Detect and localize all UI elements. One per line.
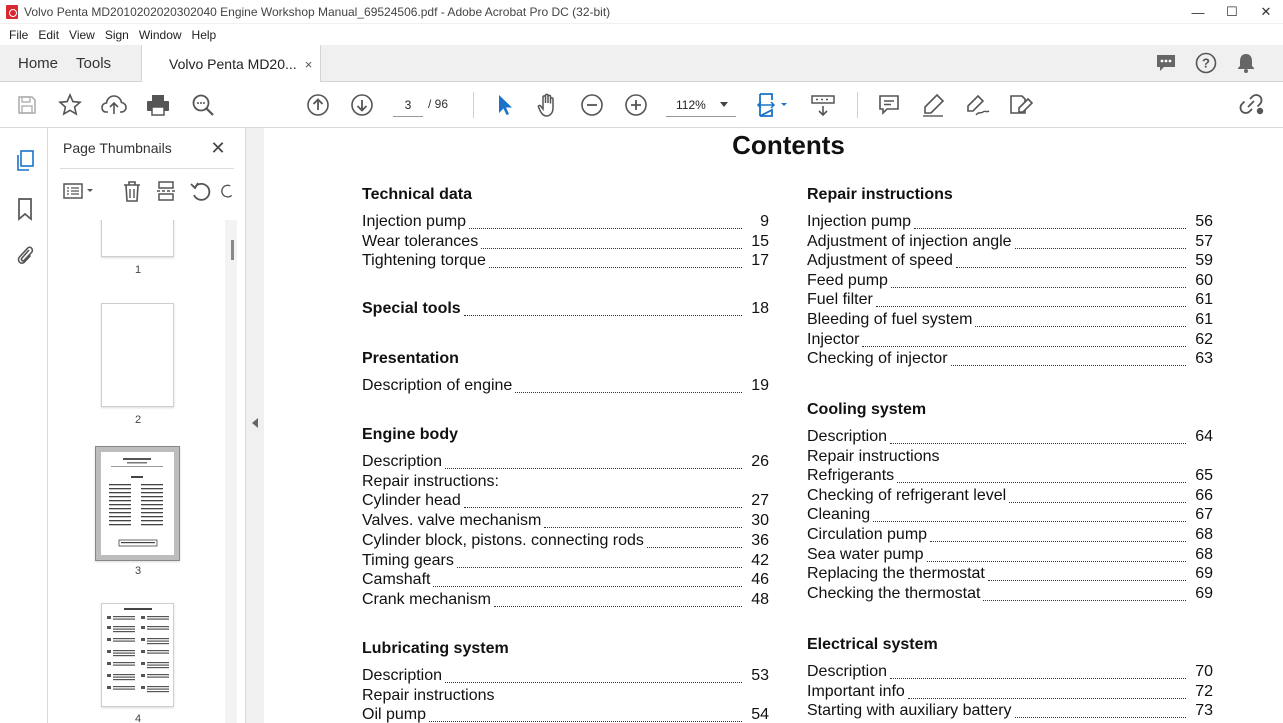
minimize-button[interactable]: — xyxy=(1191,4,1205,20)
dot-leader xyxy=(988,569,1186,581)
toc-entry-label: Oil pump xyxy=(362,706,427,723)
toc-page-number: 68 xyxy=(1195,545,1213,563)
dot-leader xyxy=(930,530,1186,542)
dot-leader xyxy=(429,710,742,722)
contents-heading: Contents xyxy=(732,130,845,160)
toc-entry[interactable] xyxy=(362,591,769,611)
toc-section-row[interactable] xyxy=(362,300,769,320)
tab-bar xyxy=(0,45,1283,82)
toc-entry-label: Important info xyxy=(807,682,905,700)
window-controls xyxy=(1181,0,1283,24)
toc-page-number: 53 xyxy=(751,667,769,684)
toc-entry[interactable] xyxy=(362,252,769,272)
toc-entry-label: Cylinder block, pistons. connecting rods xyxy=(362,531,644,549)
dot-leader xyxy=(891,276,1186,288)
toc-entry-label: Repair instructions: xyxy=(362,472,499,490)
main-toolbar xyxy=(0,82,1283,128)
menu-bar xyxy=(0,24,1283,45)
toc-page-number: 64 xyxy=(1195,428,1213,445)
toc-entry-label: Description xyxy=(807,663,888,680)
close-panel-icon[interactable]: ✕ xyxy=(210,137,226,158)
toc-entry-label: Injection pump xyxy=(807,213,912,230)
thumbnail-label: 4 xyxy=(134,713,142,723)
dot-leader xyxy=(876,295,1186,307)
toc-entry[interactable] xyxy=(807,428,1213,448)
toc-page-number: 69 xyxy=(1195,565,1213,583)
toc-entry-label: Replacing the thermostat xyxy=(807,565,985,583)
menu-sign[interactable]: Sign xyxy=(104,27,129,42)
document-tab-label: Volvo Penta MD20... xyxy=(169,56,297,72)
close-window-button[interactable]: ✕ xyxy=(1260,4,1272,19)
dot-leader xyxy=(927,550,1186,562)
toc-entry[interactable] xyxy=(807,663,1213,683)
menu-file[interactable]: File xyxy=(9,27,29,42)
toc-entry[interactable] xyxy=(362,512,769,532)
zoom-level-select[interactable] xyxy=(666,93,736,117)
toc-page-number: 42 xyxy=(751,551,769,569)
toc-entry-label: Description of engine xyxy=(362,377,513,394)
toc-entry-label: Fuel filter xyxy=(807,291,873,309)
dot-leader xyxy=(983,589,1186,601)
collapse-arrow-icon xyxy=(252,418,258,428)
toc-section-title: Cooling system xyxy=(807,401,927,418)
toc-entry-label: Tightening torque xyxy=(362,252,486,270)
window-title: Volvo Penta MD2010202020302040 Engine Workshop Manual_69524506.pdf - Adobe Acrobat Pro DC (32-bit) xyxy=(24,4,611,19)
rotate-left-icon[interactable] xyxy=(188,178,212,204)
dot-leader xyxy=(890,667,1186,679)
dot-leader xyxy=(433,575,742,587)
toc-page-number: 70 xyxy=(1195,663,1213,680)
toc-page-number: 26 xyxy=(751,453,769,470)
divider xyxy=(60,168,234,169)
dot-leader xyxy=(494,595,742,607)
menu-view[interactable]: View xyxy=(69,27,95,42)
toc-entry[interactable] xyxy=(807,565,1213,585)
page-thumbnail-1[interactable] xyxy=(101,220,174,257)
toc-entry-label: Adjustment of speed xyxy=(807,252,953,270)
toc-section-title: Engine body xyxy=(362,426,458,443)
svg-text:?: ? xyxy=(1202,55,1210,71)
toc-section-title: Technical data xyxy=(362,186,472,203)
panel-collapse-handle[interactable] xyxy=(246,128,264,723)
toc-entry[interactable] xyxy=(362,213,769,233)
zoom-level-value: 112% xyxy=(676,97,706,112)
toc-page-number: 66 xyxy=(1195,486,1213,504)
upload-cloud-icon[interactable] xyxy=(101,92,127,118)
hand-tool-icon[interactable] xyxy=(535,92,561,118)
help-icon[interactable] xyxy=(1191,50,1221,76)
toc-page-number: 54 xyxy=(751,706,769,723)
toc-entry-label: Starting with auxiliary battery xyxy=(807,702,1012,720)
fit-page-icon[interactable] xyxy=(755,92,793,118)
toc-entry[interactable] xyxy=(362,233,769,253)
page-thumbnail-2[interactable] xyxy=(101,303,174,407)
toc-entry[interactable] xyxy=(807,252,1213,272)
toc-entry-label: Camshaft xyxy=(362,571,431,589)
toc-entry-label: Checking of injector xyxy=(807,350,948,368)
toc-entry[interactable] xyxy=(807,272,1213,292)
dot-leader xyxy=(515,381,742,393)
thumbnails-list xyxy=(60,220,236,723)
rotate-right-icon[interactable] xyxy=(220,178,236,204)
toc-section-title: Special tools xyxy=(362,300,461,317)
thumbnail-page-preview xyxy=(101,452,174,555)
tab-home[interactable]: Home xyxy=(18,54,59,72)
toc-entry-label: Timing gears xyxy=(362,551,454,569)
menu-help[interactable]: Help xyxy=(191,27,217,42)
print-icon[interactable] xyxy=(145,92,171,118)
toc-entry-label: Description xyxy=(362,667,443,684)
toc-entry[interactable] xyxy=(807,311,1213,331)
toc-section-title: Repair instructions xyxy=(807,186,953,203)
tab-tools[interactable]: Tools xyxy=(76,54,112,72)
left-navigation-rail xyxy=(0,128,48,723)
toc-entry xyxy=(362,687,769,707)
toc-entry-label: Description xyxy=(807,428,888,445)
toc-entry[interactable] xyxy=(807,331,1213,351)
toc-entry[interactable] xyxy=(807,233,1213,253)
toc-page-number: 46 xyxy=(751,571,769,589)
scroll-mode-icon[interactable] xyxy=(810,92,836,118)
toc-page-number: 9 xyxy=(760,213,769,230)
menu-edit[interactable]: Edit xyxy=(38,27,60,42)
toc-entry[interactable] xyxy=(362,492,769,512)
toolbar-divider xyxy=(473,92,474,118)
toc-entry[interactable] xyxy=(807,526,1213,546)
dot-leader xyxy=(481,237,742,249)
previous-page-icon[interactable] xyxy=(305,92,331,118)
toc-entry-label: Injection pump xyxy=(362,213,467,230)
comment-bubble-icon[interactable] xyxy=(1151,50,1181,76)
toc-entry[interactable] xyxy=(362,377,769,397)
toc-page-number: 73 xyxy=(1195,702,1213,720)
dot-leader xyxy=(873,510,1186,522)
attachments-paperclip-icon[interactable] xyxy=(12,242,38,268)
fill-sign-icon[interactable] xyxy=(1008,92,1034,118)
toc-page-number: 57 xyxy=(1195,232,1213,250)
page-thumbnails-icon[interactable] xyxy=(12,148,38,174)
dot-leader xyxy=(489,256,742,268)
toc-entry-label: Refrigerants xyxy=(807,467,895,485)
toc-page-number: 60 xyxy=(1195,271,1213,289)
toc-entry[interactable] xyxy=(807,291,1213,311)
toc-page-number: 61 xyxy=(1195,311,1213,328)
zoom-out-icon[interactable] xyxy=(579,92,605,118)
dot-leader xyxy=(469,217,742,229)
tab-bar-right-icons xyxy=(1151,50,1261,76)
chevron-down-icon xyxy=(720,102,728,107)
next-page-icon[interactable] xyxy=(349,92,375,118)
toc-section-title: Lubricating system xyxy=(362,640,509,657)
add-comment-icon[interactable] xyxy=(876,92,902,118)
close-tab-icon[interactable]: × xyxy=(304,56,313,72)
dot-leader xyxy=(544,516,742,528)
toc-entry-label: Description xyxy=(362,453,443,470)
page-thumbnail-4[interactable] xyxy=(101,603,174,707)
toc-page-number: 18 xyxy=(751,300,769,317)
acrobat-app-icon xyxy=(6,5,18,19)
toc-page-number: 19 xyxy=(751,377,769,394)
dot-leader xyxy=(464,304,742,316)
toolbar-divider xyxy=(857,92,858,118)
notifications-bell-icon[interactable] xyxy=(1231,50,1261,76)
thumbnails-scrollbar-thumb[interactable] xyxy=(231,240,234,260)
toc-entry-label: Circulation pump xyxy=(807,526,928,543)
toc-entry-label: Crank mechanism xyxy=(362,590,491,608)
toc-entry[interactable] xyxy=(807,467,1213,487)
toc-page-number: 15 xyxy=(751,232,769,250)
share-link-icon[interactable] xyxy=(1239,92,1265,118)
toc-page-number: 72 xyxy=(1195,682,1213,700)
dot-leader xyxy=(914,217,1186,229)
thumbnail-options-icon[interactable] xyxy=(62,178,96,204)
insert-page-icon[interactable] xyxy=(154,178,178,204)
dot-leader xyxy=(975,315,1186,327)
dot-leader xyxy=(956,256,1186,268)
dot-leader xyxy=(464,496,742,508)
dot-leader xyxy=(445,457,742,469)
toc-entry-label: Sea water pump xyxy=(807,545,924,563)
dot-leader xyxy=(445,671,742,683)
toc-page-number: 65 xyxy=(1195,467,1213,485)
zoom-search-icon[interactable] xyxy=(190,92,216,118)
toc-page-number: 30 xyxy=(751,512,769,530)
thumbnails-toolbar xyxy=(60,176,236,206)
toc-entry[interactable] xyxy=(362,706,769,723)
toc-entry[interactable] xyxy=(807,683,1213,703)
page-number-input[interactable] xyxy=(393,93,423,117)
toc-page-number: 48 xyxy=(751,590,769,608)
tab-document[interactable] xyxy=(141,45,321,83)
toc-page-number: 61 xyxy=(1195,291,1213,309)
save-icon[interactable] xyxy=(14,92,40,118)
toc-section-title: Presentation xyxy=(362,350,459,367)
panel-title: Page Thumbnails xyxy=(63,140,172,156)
maximize-button[interactable]: ☐ xyxy=(1226,4,1238,19)
bookmarks-icon[interactable] xyxy=(12,196,38,222)
toc-entry-label: Injector xyxy=(807,330,860,348)
document-view xyxy=(264,128,1283,723)
dot-leader xyxy=(862,335,1186,347)
toc-entry-label: Bleeding of fuel system xyxy=(807,311,973,328)
toc-entry-label: Wear tolerances xyxy=(362,232,479,250)
toc-entry-label: Adjustment of injection angle xyxy=(807,232,1012,250)
page-thumbnail-3-selected[interactable] xyxy=(95,446,180,561)
toc-entry[interactable] xyxy=(362,453,769,473)
title-bar xyxy=(0,0,1283,24)
toc-entry[interactable] xyxy=(807,585,1213,605)
dot-leader xyxy=(1009,491,1186,503)
dot-leader xyxy=(951,354,1186,366)
dot-leader xyxy=(647,536,742,548)
toc-page-number: 56 xyxy=(1195,213,1213,230)
toc-entry[interactable] xyxy=(807,546,1213,566)
toc-entry[interactable] xyxy=(362,532,769,552)
dot-leader xyxy=(457,556,742,568)
draw-signature-icon[interactable] xyxy=(964,92,990,118)
toc-page-number: 69 xyxy=(1195,584,1213,602)
toc-entry-label: Checking the thermostat xyxy=(807,584,981,602)
delete-page-icon[interactable] xyxy=(120,178,144,204)
dot-leader xyxy=(1015,237,1186,249)
toc-entry[interactable] xyxy=(807,487,1213,507)
toc-entry xyxy=(807,448,1213,468)
toc-entry[interactable] xyxy=(807,213,1213,233)
toc-entry xyxy=(362,473,769,493)
toc-entry-label: Cleaning xyxy=(807,506,871,524)
toc-page-number: 68 xyxy=(1195,526,1213,543)
dot-leader xyxy=(897,471,1186,483)
toc-entry-label: Feed pump xyxy=(807,271,888,289)
toc-entry-label: Checking of refrigerant level xyxy=(807,486,1007,504)
toc-page-number: 63 xyxy=(1195,350,1213,368)
star-bookmark-icon[interactable] xyxy=(57,92,83,118)
page-thumbnails-panel xyxy=(48,128,246,723)
select-cursor-icon[interactable] xyxy=(491,92,517,118)
thumbnails-scrollbar[interactable] xyxy=(225,220,237,723)
toc-entry[interactable] xyxy=(807,506,1213,526)
dot-leader xyxy=(890,432,1186,444)
dot-leader xyxy=(908,687,1186,699)
dot-leader xyxy=(1015,706,1186,718)
toc-entry[interactable] xyxy=(362,571,769,591)
toc-entry[interactable] xyxy=(807,702,1213,722)
toc-entry-label: Valves. valve mechanism xyxy=(362,512,542,530)
toc-entry-label: Repair instructions xyxy=(362,686,495,704)
toc-page-number: 36 xyxy=(751,531,769,549)
page-total: / 96 xyxy=(428,97,449,111)
toc-entry[interactable] xyxy=(362,667,769,687)
toc-entry[interactable] xyxy=(362,552,769,572)
toc-page-number: 17 xyxy=(751,252,769,270)
toc-section-title: Electrical system xyxy=(807,636,938,653)
thumbnail-label: 1 xyxy=(134,264,142,276)
toc-page-number: 62 xyxy=(1195,330,1213,348)
toc-entry-label: Cylinder head xyxy=(362,492,461,510)
zoom-in-icon[interactable] xyxy=(623,92,649,118)
toc-page-number: 67 xyxy=(1195,506,1213,524)
toc-page-number: 27 xyxy=(751,492,769,510)
menu-window[interactable]: Window xyxy=(138,27,182,42)
thumbnail-label: 2 xyxy=(134,414,142,426)
toc-page-number: 59 xyxy=(1195,252,1213,270)
toc-entry-label: Repair instructions xyxy=(807,447,940,465)
toc-entry[interactable] xyxy=(807,350,1213,370)
thumbnail-label: 3 xyxy=(134,565,142,577)
highlight-pen-icon[interactable] xyxy=(920,92,946,118)
